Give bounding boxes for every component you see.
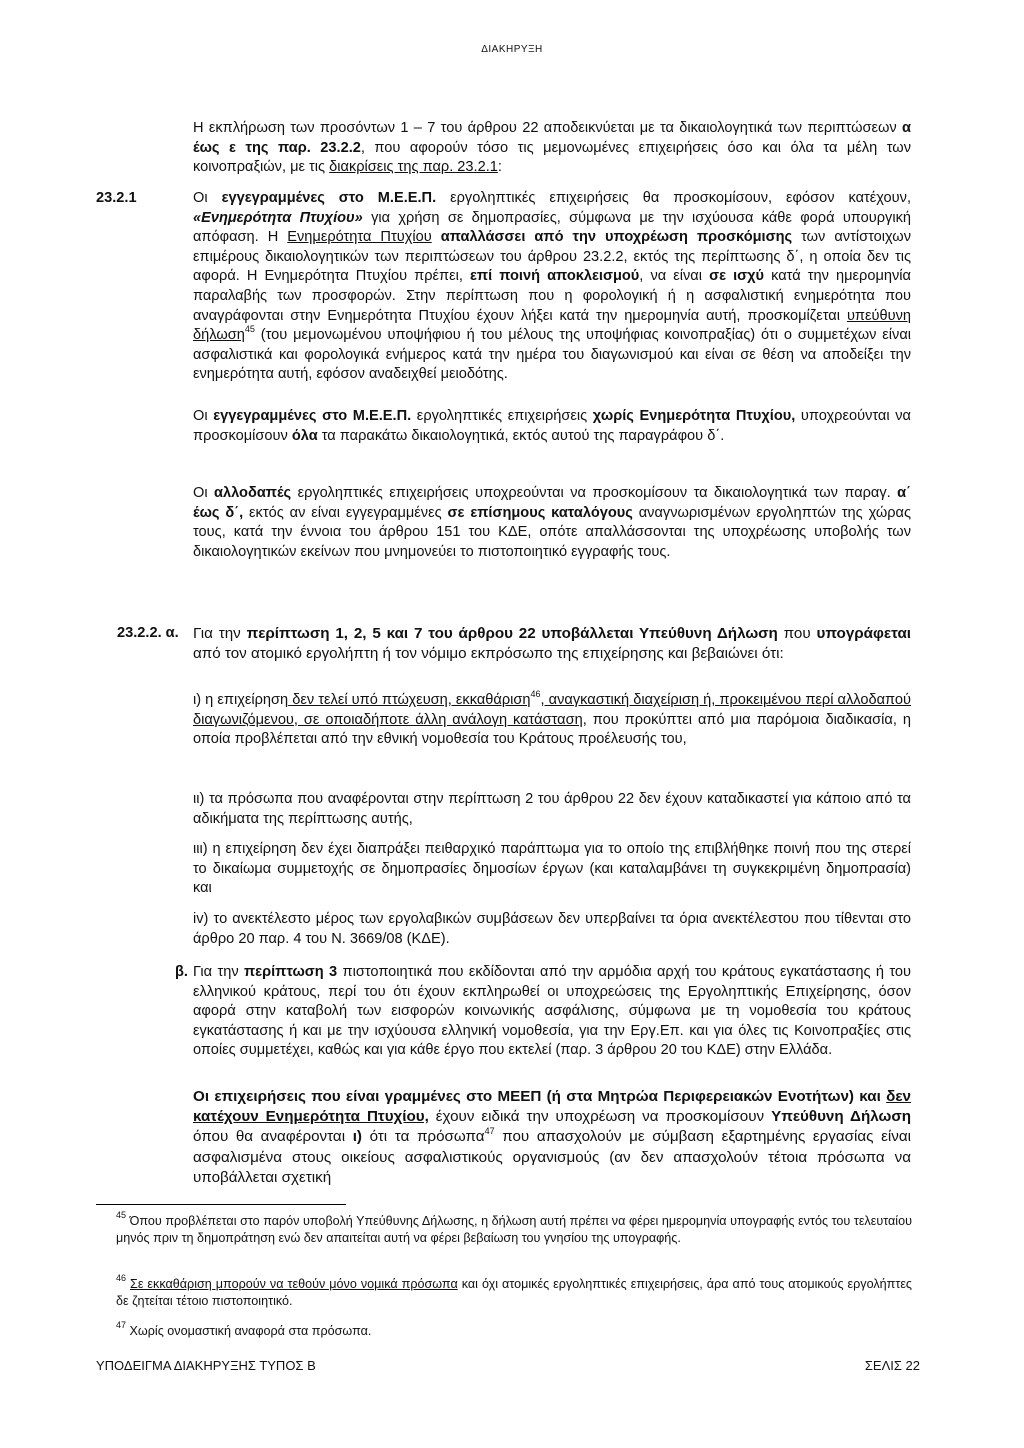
footnote-number: 45 <box>116 1210 127 1220</box>
footnote-text: και όχι ατομικές εργοληπτικές επιχειρήσεις, άρα από τους ατομικούς εργολήπτες δε ζητείται τέτοιο πιστοποιητικό. <box>116 1277 913 1308</box>
text: πιστοποιητικά που εκδίδονται από την αρμόδια αρχή του κράτους εγκατάστασης ή του ελληνικού κράτους, περί του ότι έχουν εκπληρωθεί οι υποχρεώσεις της Εργοληπτικής Επιχείρησης, όσον αφορά στην καταβολή των εισφορών κοινωνικής ασφάλισης, σύμφωνα με τη νομοθεσία του κράτους εγκατάστασης ή και με την ισχύουσα ελληνική νομοθεσία, για την Εργ.Επ. και για όλες τις Κοινοπραξίες στις οποίες συμμετέχει, καθώς και για κάθε έργο που εκτελεί (παρ. 3 άρθρου 20 του ΚΔΕ) στην Ελλάδα. <box>193 964 911 1059</box>
text: Οι <box>193 485 215 501</box>
text-bold: ι) <box>352 1128 362 1146</box>
text-bold: σε ισχύ <box>709 268 765 285</box>
footnote-45 <box>116 1210 913 1247</box>
text-underline: υπεύθυνη δήλωση <box>193 307 911 344</box>
footnote-ref[interactable]: 46 <box>530 689 541 699</box>
section-number: 23.2.2. α. <box>117 625 179 641</box>
section-b-paragraph <box>193 963 911 1061</box>
text: (του μεμονωμένου υποψήφιου ή του μέλους της υποψήφιας κοινοπραξίας) ότι ο συμμετέχων είναι ασφαλιστικά και φορολογικά ενήμερος κατά την ημέρα του διαγωνισμού και είναι σε θέση να αποδείξει την ενημερότητα αυτή, εφόσον αναδειχθεί μειοδότης. <box>193 327 911 383</box>
text-bold: χωρίς Ενημερότητα Πτυχίου, <box>592 408 796 424</box>
text: από τον ατομικό εργολήπτη ή τον νόμιμο εκπρόσωπο της επιχείρησης και βεβαιώνει ότι: <box>193 645 784 662</box>
text-bold: περίπτωση 3 <box>244 964 338 980</box>
text-bold: Οι επιχειρήσεις που είναι γραμμένες στο ΜΕΕΠ (ή στα Μητρώα Περιφερειακών Ενοτήτων) και <box>193 1088 887 1105</box>
text-bold: α΄ έως δ΄, <box>193 485 911 521</box>
footnote-ref[interactable]: 45 <box>244 324 255 335</box>
page-header: ΔΙΑΚΗΡΥΞΗ <box>481 44 543 55</box>
footnote-46 <box>116 1273 913 1310</box>
footnote-text-underline: Σε εκκαθάριση μπορούν να τεθούν μόνο νομικά πρόσωπα <box>130 1277 458 1291</box>
footnote-separator <box>96 1204 346 1205</box>
footnote-ref[interactable]: 47 <box>484 1126 495 1137</box>
text-underline: , αναγκαστική διαχείριση ή, προκειμένου περί αλλοδαπού διαγωνιζόμενου, σε οποιαδήποτε άλλη ανάλογη κατάσταση <box>193 692 911 728</box>
text: όπου θα αναφέρονται <box>193 1128 353 1146</box>
text-bold: απαλλάσσει από την υποχρέωση προσκόμισης <box>440 229 793 246</box>
text: υποχρεούνται να προσκομίσουν <box>193 408 911 444</box>
text: των αντίστοιχων επιμέρους δικαιολογητικών των περιπτώσεων του άρθρου 23.2.2, εκτός της περίπτωσης δ΄, η οποία δεν τις αφορά. Η Ενημερότητα Πτυχίου πρέπει, <box>193 229 911 285</box>
text-underline: Ενημερότητα Πτυχίου <box>287 229 432 246</box>
section-number: β. <box>175 964 188 980</box>
text: που <box>777 625 817 642</box>
text: έχουν ειδικά την υποχρέωση να προσκομίσουν <box>428 1108 772 1126</box>
footnote-47 <box>116 1320 912 1340</box>
text-bold: σε επίσημους καταλόγους <box>447 504 633 521</box>
footnote-text: Χωρίς ονομαστική αναφορά στα πρόσωπα. <box>129 1324 372 1338</box>
meep-paragraph <box>193 1087 911 1188</box>
text: εργοληπτικές επιχειρήσεις υποχρεούνται να προσκομίσουν τα δικαιολογητικά των παραγ. <box>291 485 898 501</box>
text: Οι <box>193 190 222 206</box>
page-number: ΣΕΛΙΣ 22 <box>864 1358 920 1373</box>
text-bold: περίπτωση 1, 2, 5 και 7 του άρθρου 22 υποβάλλεται Υπεύθυνη Δήλωση <box>246 625 778 642</box>
text: Η εκπλήρωση των προσόντων 1 – 7 του άρθρου 22 αποδεικνύεται με τα δικαιολογητικά των περιπτώσεων <box>193 120 903 136</box>
text: εργοληπτικές επιχειρήσεις θα προσκομίσουν, εφόσον κατέχουν, <box>436 190 912 206</box>
list-item-iv: iv) το ανεκτέλεστο μέρος των εργολαβικών συμβάσεων δεν υπερβαίνει τα όρια ανεκτέλεστου που τίθενται στο άρθρο 20 παρ. 4 του Ν. 3669/08 (ΚΔΕ). <box>193 911 911 947</box>
text: ι) η επιχείρηση <box>193 692 289 708</box>
text: Οι <box>193 408 214 424</box>
text: που απασχολούν με σύμβαση εξαρτημένης εργασίας είναι ασφαλισμένα στους οικείους ασφαλιστικούς οργανισμούς (αν δεν απασχολούν τέτοια πρόσωπα να υποβάλλεται σχετική <box>193 1128 912 1186</box>
text: Για την <box>193 625 247 642</box>
text-underline: δεν τελεί υπό πτώχευση, εκκαθάριση <box>288 692 531 708</box>
footnote-text: Όπου προβλέπεται στο παρόν υποβολή Υπεύθυνης Δήλωσης, η δήλωση αυτή πρέπει να φέρει ημερομηνία υπογραφής εντός του τελευταίου μηνός πριν τη δημοπράτηση ενώ δεν απαιτείται αυτή να φέρει βεβαίωση του γνησίου της υπογραφής. <box>116 1214 913 1245</box>
text-bold: επί ποινή αποκλεισμού <box>469 268 640 285</box>
text: Για την <box>193 964 244 980</box>
text-bold: α έως ε της παρ. 23.2.2 <box>193 120 911 156</box>
list-item-i <box>193 691 911 750</box>
text-bold: όλα <box>291 427 318 444</box>
text-bold: αλλοδαπές <box>214 485 292 501</box>
text-underline: διακρίσεις της παρ. 23.2.1 <box>329 159 498 176</box>
footer-left: ΥΠΟΔΕΙΓΜΑ ΔΙΑΚΗΡΥΞΗΣ ΤΥΠΟΣ Β <box>96 1358 316 1373</box>
text-bold: εγγεγραμμένες στο Μ.Ε.Ε.Π. <box>213 408 412 424</box>
text: για χρήση σε δημοπρασίες, σύμφωνα με την ισχύουσα κάθε φορά υπουργική απόφαση. Η <box>193 209 912 246</box>
text-bold: υπογράφεται <box>816 625 911 642</box>
text: , που προκύπτει από μια παρόμοια διαδικασία, η οποία προβλέπεται από την εθνική νομοθεσία του Κράτους προέλευσής του, <box>193 711 911 748</box>
section-number: 23.2.1 <box>96 190 137 206</box>
text: τα παρακάτω δικαιολογητικά, εκτός αυτού της παραγράφου δ΄. <box>317 427 725 444</box>
list-item-iii: ιιι) η επιχείρηση δεν έχει διαπράξει πειθαρχικό παράπτωμα για το οποίο της επιβλήθηκε ποινή που της στερεί το δικαίωμα συμμετοχής σε δημοπρασίες δημοσίων έργων (και καταλαμβάνει τη συγκεκριμένη δημοπρασία) και <box>193 841 911 897</box>
text: , που αφορούν τόσο τις μεμονωμένες επιχειρήσεις όσο και όλα τα μέλη των κοινοπραξιών, με τις <box>193 139 912 176</box>
text: εκτός αν είναι εγγεγραμμένες <box>243 504 448 521</box>
text: εργοληπτικές επιχειρήσεις <box>411 408 593 424</box>
foreign-firms-paragraph <box>193 484 911 562</box>
text: : <box>497 159 502 176</box>
section-23-2-1-paragraph <box>193 189 911 385</box>
text: αναγνωρισμένων εργοληπτών της χώρας τους, κατά την έννοια του άρθρου 151 του ΚΔΕ, οπότε απαλλάσσονται της υποχρέωσης υποβολής των δικαιολογητικών εκείνων που μνημονεύει το πιστοποιητικό εγγραφής τους. <box>193 504 912 560</box>
text-bold-italic: «Ενημερότητα Πτυχίου» <box>193 209 363 226</box>
footnote-number: 46 <box>116 1273 127 1283</box>
text-bold: εγγεγραμμένες στο Μ.Ε.Ε.Π. <box>221 190 437 206</box>
list-item-ii: ιι) τα πρόσωπα που αναφέρονται στην περίπτωση 2 του άρθρου 22 δεν έχουν καταδικαστεί για κάποιο από τα αδικήματα της περίπτωσης αυτής, <box>193 791 911 827</box>
text-bold-underline: δεν κατέχουν Ενημερότητα Πτυχίου, <box>193 1088 911 1126</box>
text: , να είναι <box>639 268 710 285</box>
section-23-2-2-a-paragraph <box>193 624 911 664</box>
text-bold: Υπεύθυνη Δήλωση <box>771 1108 911 1126</box>
text: κατά την ημερομηνία παραλαβής των προσφορών. Στην περίπτωση που η φορολογική ή η ασφαλιστική ενημερότητα που αναγράφονται στην Ενημερότητα Πτυχίου έχουν λήξει κατά την ημερομηνία αυτή, προσκομίζεται <box>193 268 911 324</box>
text <box>432 229 441 245</box>
text: ότι τα πρόσωπα <box>361 1128 485 1146</box>
non-holder-paragraph <box>193 407 911 446</box>
footnote-number: 47 <box>116 1320 127 1330</box>
intro-paragraph <box>193 119 911 178</box>
